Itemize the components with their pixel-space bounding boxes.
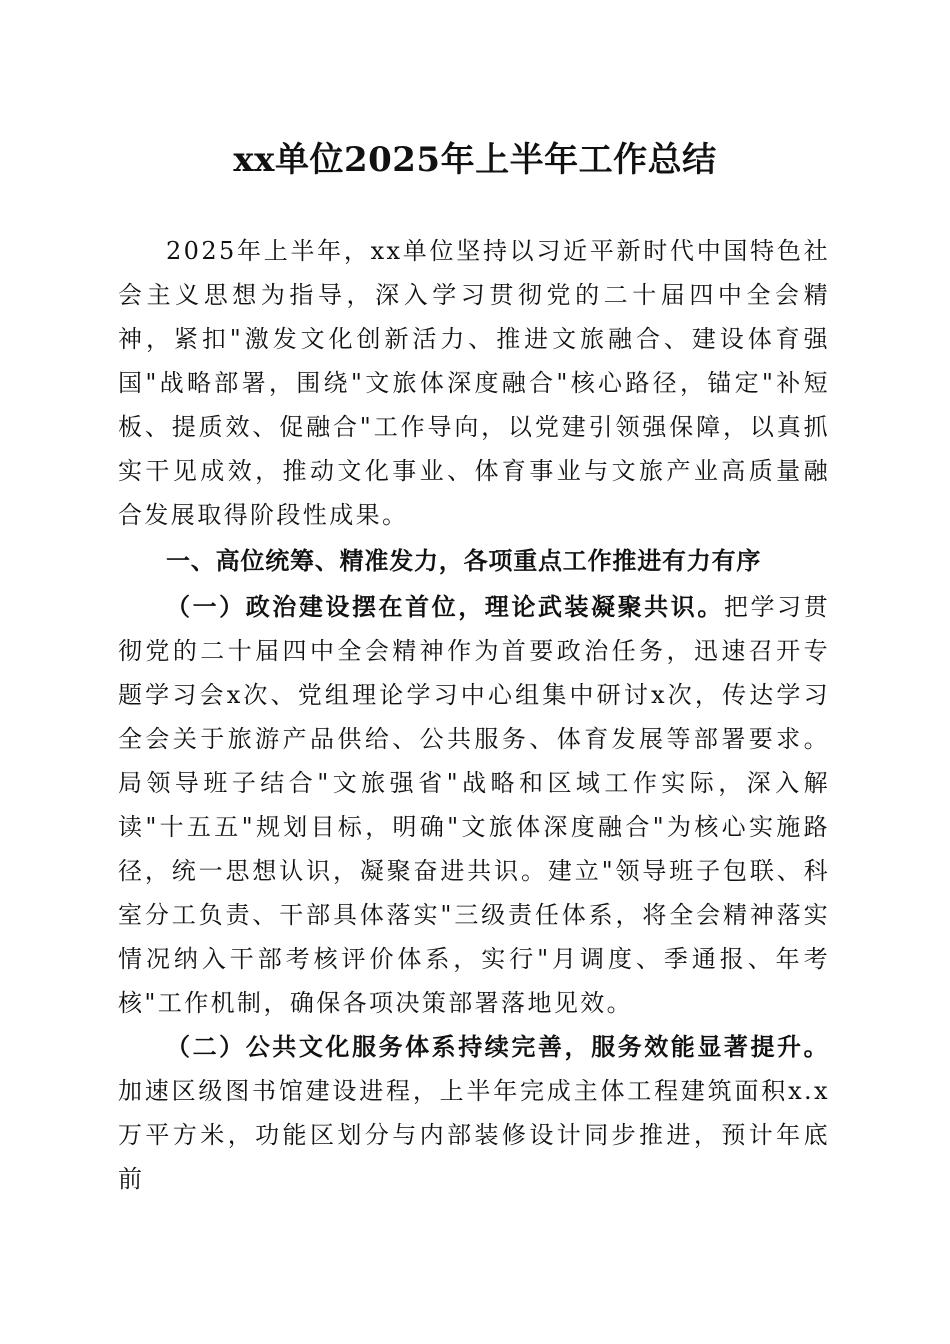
item-text: 把学习贯彻党的二十届四中全会精神作为首要政治任务，迅速召开专题学习会x次、党组理论学习中心组集中研讨x次，传达学习全会关于旅游产品供给、公共服务、体育发展等部署要求。局领导班子结合"文旅强省"战略和区域工作实际，深入解读"十五五"规划目标，明确"文旅体深度融合"为核心实施路径，统一思想认识，凝聚奋进共识。建立"领导班子包联、科室分工负责、干部具体落实"三级责任体系，将全会精神落实情况纳入干部考核评价体系，实行"月调度、季通报、年考核"工作机制，确保各项决策部署落地见效。 [118,593,830,1017]
intro-paragraph: 2025年上半年，xx单位坚持以习近平新时代中国特色社会主义思想为指导，深入学习贯彻党的二十届四中全会精神，紧扣"激发文化创新活力、推进文旅融合、建设体育强国"战略部署，围绕"文旅体深度融合"核心路径，锚定"补短板、提质效、促融合"工作导向，以党建引领强保障，以真抓实干见成效，推动文化事业、体育事业与文旅产业高质量融合发展取得阶段性成果。 [118,237,830,529]
section-heading: 一、高位统筹、精准发力，各项重点工作推进有力有序 [166,547,762,575]
item-lead: （二）公共文化服务体系持续完善，服务效能显著提升。 [166,1032,830,1061]
item-lead: （一）政治建设摆在首位，理论武装凝聚共识。 [166,592,724,621]
document-body [118,229,830,1201]
section-item-paragraph [118,1025,830,1201]
section-item-paragraph [118,585,830,1025]
document-title: xx单位2025年上半年工作总结 [233,140,717,180]
item-text: 加速区级图书馆建设进程，上半年完成主体工程建筑面积x.x万平方米，功能区划分与内部装修设计同步推进，预计年底前 [118,1077,830,1193]
